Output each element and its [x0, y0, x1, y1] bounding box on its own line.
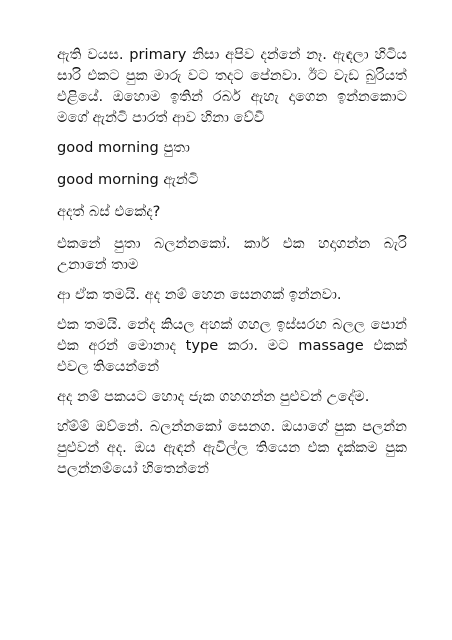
paragraph: good morning පුතා	[57, 139, 190, 156]
paragraph: ආ ඒක තමයි. අද නම් හෙන සෙනගක් ඉන්නවා.	[57, 286, 342, 303]
paragraph: අද නම් පකයට හොද ජැක ගහගන්න පුළුවන් උදේම.	[57, 388, 370, 405]
paragraph: good morning ඇන්ටි	[57, 171, 199, 188]
paragraph: ඇති වයස. primary නිසා අපිව දන්නේ නෑ. ඇඳලා හිටිය සාරි එකට පුක මාරු වට තදට පේනවා. ඊට වැඩ බුරියත් එළියේ. ඔහොම ඉතින් රබර් ඇහැ දාගෙන ඉන්නකොට මගේ ඇන්ටි පාරත් ආව හිනා වේවී	[57, 46, 407, 126]
paragraph: අදත් බස් එකේද?	[57, 203, 161, 220]
paragraph: එකනේ පුතා බලන්නකෝ. කාර් එක හදාගන්න බැරි උනානේ තාම	[57, 235, 407, 273]
paragraph: හ්ම්ම් ඔව්නේ. බලන්නකෝ සෙනග. ඔයාගේ පුක පලන්න පුළුවන් අද. ඔය ඇඳන් ඇවිල්ල තියෙන එක දැක්කම පුක පලන්නම්යෝ හිතෙන්නේ	[57, 418, 407, 477]
paragraph: එක තමයි. නේද කියල අහක් ගහල ඉස්සරහ බලල පොන් එක අරන් මොනාද type කරා. මට massage එකක් එවල තියෙන්නේ	[57, 316, 407, 375]
story-text	[57, 44, 407, 488]
